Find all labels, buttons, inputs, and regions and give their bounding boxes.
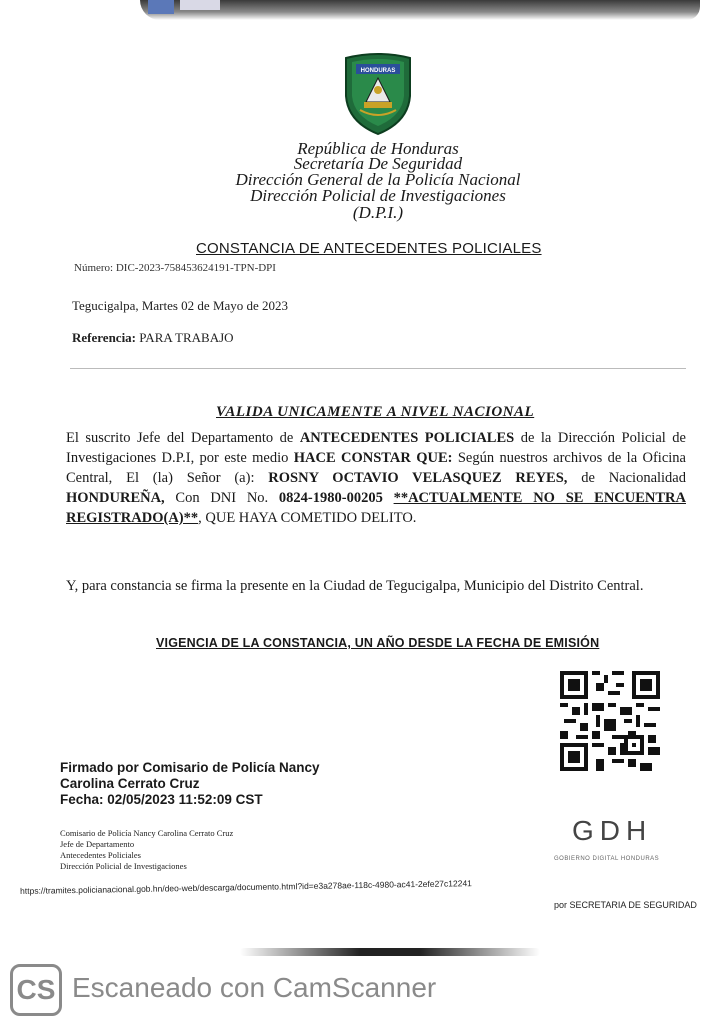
camscanner-text: Escaneado con CamScanner <box>72 972 437 1003</box>
header-republica: República de Honduras <box>297 139 459 158</box>
header-direccion-policial: Dirección Policial de Investigaciones <box>250 186 506 205</box>
valida-notice: VALIDA UNICAMENTE A NIVEL NACIONAL <box>216 404 535 420</box>
scan-top-edge <box>0 0 704 40</box>
referencia-value: PARA TRABAJO <box>139 330 234 345</box>
scan-bottom-shadow <box>240 948 540 956</box>
scan-tab-grey <box>180 0 220 10</box>
scan-shadow <box>140 0 700 20</box>
body-text: de Nacionalidad <box>567 470 686 486</box>
camscanner-logo-icon: CS <box>10 964 62 1016</box>
vigencia-notice: VIGENCIA DE LA CONSTANCIA, UN AÑO DESDE LA FECHA DE EMISIÓN <box>156 636 600 650</box>
signatory-dept: Antecedentes Policiales <box>60 850 141 860</box>
numero-value: DIC-2023-758453624191-TPN-DPI <box>115 262 276 274</box>
referencia-line <box>72 330 234 346</box>
dni-number: 0824-1980-00205 <box>278 490 383 506</box>
person-name: ROSNY OCTAVIO VELASQUEZ REYES, <box>268 470 568 486</box>
referencia-label: Referencia: <box>72 330 137 345</box>
verification-url[interactable]: https://tramites.policianacional.gob.hn/deo-web/descarga/documento.html?id=e3a278ae-118c-4980-ac41-2efe27c12241 <box>20 878 472 896</box>
crest-label: HONDURAS <box>360 68 396 74</box>
header-secretaria: Secretaría De Seguridad <box>293 154 463 173</box>
signature-line-3: Fecha: 02/05/2023 11:52:09 CST <box>60 792 263 807</box>
signatory-role: Jefe de Departamento <box>60 839 135 849</box>
body-text: El suscrito Jefe del Departamento de <box>66 430 300 446</box>
body-text: de la Dirección Policial de Investigaciones D.P.I, por este medio <box>66 430 686 466</box>
signatory-division: Dirección Policial de Investigaciones <box>60 861 187 871</box>
divider <box>70 368 686 369</box>
gdh-subtitle: GOBIERNO DIGITAL HONDURAS <box>554 856 660 862</box>
signature-line-1: Firmado por Comisario de Policía Nancy <box>60 760 320 775</box>
body-text: Según nuestros archivos de la Oficina Central, El (la) Señor (a): <box>66 450 686 486</box>
numero-line <box>74 262 276 274</box>
fecha-line: Tegucigalpa, Martes 02 de Mayo de 2023 <box>72 298 289 313</box>
signature-line-2: Carolina Cerrato Cruz <box>60 776 200 791</box>
header-direccion-general: Dirección General de la Policía Nacional <box>235 170 521 189</box>
body-bold: HACE CONSTAR QUE: <box>293 450 453 466</box>
body-bold: ANTECEDENTES POLICIALES <box>299 430 515 446</box>
status-registro: **ACTUALMENTE NO SE ENCUENTRA REGISTRADO(A)** <box>66 490 687 526</box>
numero-label: Número: <box>74 262 114 274</box>
signatory-name: Comisario de Policía Nancy Carolina Cerrato Cruz <box>60 828 234 838</box>
gdh-logo: GDH <box>572 815 653 846</box>
document-title: CONSTANCIA DE ANTECEDENTES POLICIALES <box>196 240 542 257</box>
body-text: Con DNI No. <box>164 490 279 506</box>
qr-code-icon <box>560 670 660 772</box>
scan-tab-blue <box>148 0 174 14</box>
body-paragraph-2: Y, para constancia se firma la presente en la Ciudad de Tegucigalpa, Municipio del Distrito Central. <box>66 578 644 594</box>
nationality: HONDUREÑA, <box>66 490 165 506</box>
body-paragraph-1 <box>66 428 686 528</box>
digital-signature <box>60 760 320 808</box>
signatory-block <box>60 828 233 872</box>
header-dpi: (D.P.I.) <box>352 203 404 222</box>
por-secretaria: por SECRETARIA DE SEGURIDAD <box>554 900 697 910</box>
police-crest-icon <box>342 52 414 136</box>
body-text: , QUE HAYA COMETIDO DELITO. <box>198 510 417 526</box>
